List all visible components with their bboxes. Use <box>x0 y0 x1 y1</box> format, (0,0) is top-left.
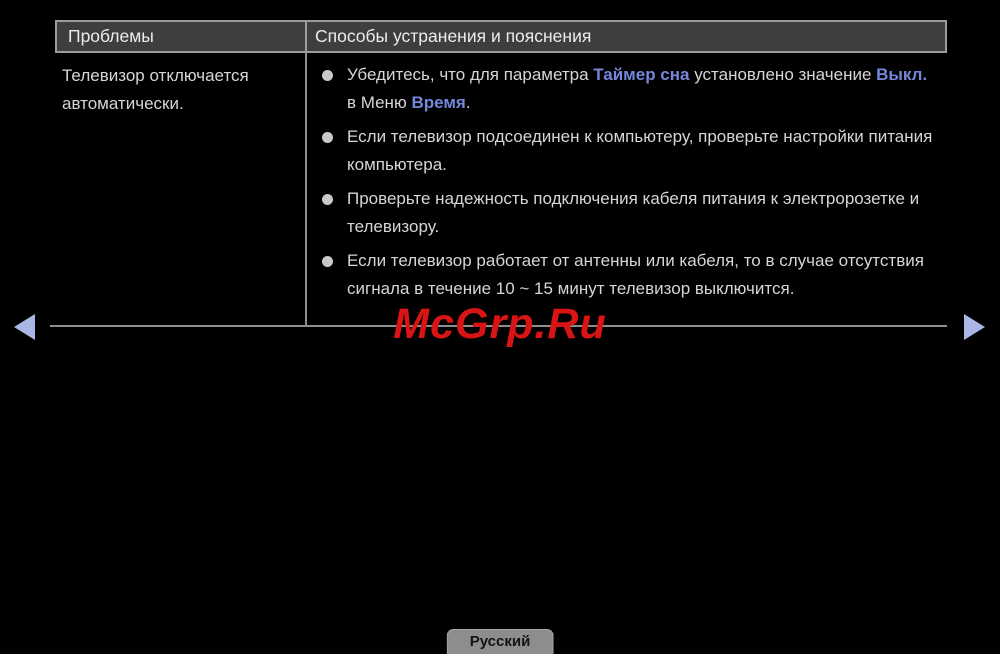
solution-item <box>322 247 937 303</box>
table-body <box>55 53 947 326</box>
bullet-icon <box>322 256 333 267</box>
next-page-arrow-icon[interactable] <box>964 314 985 340</box>
column-divider <box>305 53 307 326</box>
solutions-cell <box>322 61 937 309</box>
column-header-solutions: Способы устранения и пояснения <box>315 26 592 46</box>
problem-cell: Телевизор отключается автоматически. <box>62 66 249 113</box>
column-header-problems: Проблемы <box>57 22 307 51</box>
solution-text: Если телевизор подсоединен к компьютеру, проверьте настройки питания компьютера. <box>347 127 933 174</box>
menu-reference: Время <box>411 93 466 112</box>
solution-item <box>322 185 937 241</box>
solution-item <box>322 61 937 117</box>
table-header-row <box>55 20 947 53</box>
solution-text: Если телевизор работает от антенны или кабеля, то в случае отсутствия сигнала в течение 10 ~ 15 минут телевизор выключится. <box>347 251 924 298</box>
solution-item <box>322 123 937 179</box>
menu-reference: Таймер сна <box>593 65 690 84</box>
bullet-icon <box>322 132 333 143</box>
watermark-text: McGrp.Ru <box>393 300 607 348</box>
solution-text: Убедитесь, что для параметра Таймер сна установлено значение Выкл. в Меню Время. <box>347 65 928 112</box>
bullet-icon <box>322 194 333 205</box>
solution-text: Проверьте надежность подключения кабеля питания к электророзетке и телевизору. <box>347 189 920 236</box>
menu-reference: Выкл. <box>876 65 928 84</box>
prev-page-arrow-icon[interactable] <box>14 314 35 340</box>
language-tab[interactable]: Русский <box>447 629 554 654</box>
bullet-icon <box>322 70 333 81</box>
